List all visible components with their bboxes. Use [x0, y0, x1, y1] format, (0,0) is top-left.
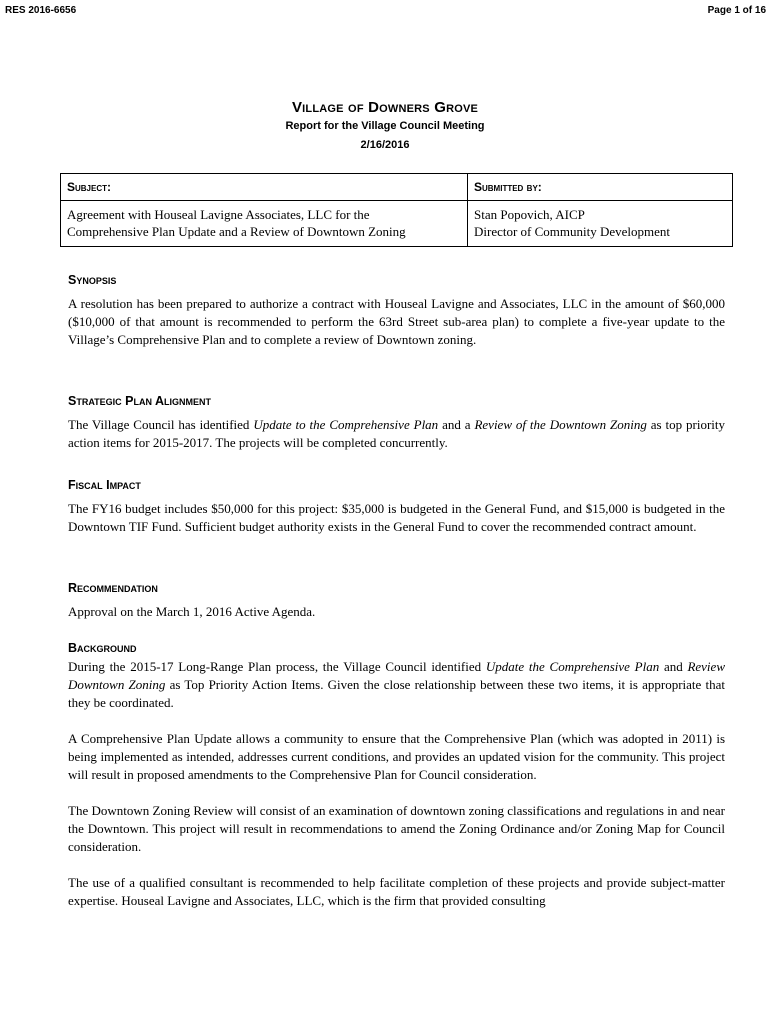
- subject-table-body-row: [61, 201, 733, 247]
- strategic-plan-heading: Strategic Plan Alignment: [68, 394, 212, 408]
- meeting-date: 2/16/2016: [360, 139, 410, 151]
- background-paragraph: A Comprehensive Plan Update allows a community to ensure that the Comprehensive Plan (which was adopted in 2011) is being implemented as intended, addresses current conditions, and provides an updated vision for the community. This project will result in proposed amendments to the Comprehensive Plan for Council consideration.: [68, 731, 725, 782]
- text-run: and: [659, 659, 688, 674]
- synopsis-heading: Synopsis: [68, 273, 117, 287]
- italic-run: Update the Comprehensive Plan: [485, 659, 660, 674]
- italic-run: Update to the Comprehensive Plan: [253, 417, 439, 432]
- recommendation-text: Approval on the March 1, 2016 Active Agenda.: [68, 604, 316, 619]
- recommendation-heading: Recommendation: [68, 581, 158, 595]
- subject-table: [60, 173, 733, 247]
- synopsis-text: A resolution has been prepared to authorize a contract with Houseal Lavigne and Associates, LLC in the amount of $60,000 ($10,000 of that amount is recommended to perform the 63rd Street sub-area plan) to complete a five-year update to the Village’s Comprehensive Plan and to complete a review of Downtown zoning.: [68, 296, 725, 347]
- subject-table-header-row: [61, 174, 733, 201]
- document-id: RES 2016-6656: [5, 5, 77, 16]
- subject-line: Comprehensive Plan Update and a Review of Downtown Zoning: [67, 224, 406, 239]
- village-title: Village of Downers Grove: [291, 99, 479, 116]
- text-run: as Top Priority Action Items. Given the close relationship between these two items, it is appropriate that they be coordinated.: [68, 677, 725, 710]
- report-subtitle: Report for the Village Council Meeting: [285, 120, 485, 132]
- italic-run: Review of the Downtown Zoning: [474, 417, 647, 432]
- fiscal-impact-text: The FY16 budget includes $50,000 for this project: $35,000 is budgeted in the General Fund, and $15,000 is budgeted in the Downtown TIF Fund. Sufficient budget authority exists in the General Fund to cover the recommended contract amount.: [68, 501, 725, 534]
- background-section: [68, 641, 725, 910]
- subject-header: Subject:: [61, 174, 468, 201]
- strategic-plan-section: [68, 394, 725, 452]
- submitter-title: Director of Community Development: [474, 224, 671, 239]
- recommendation-section: [68, 581, 725, 621]
- submitter-cell: [468, 201, 733, 247]
- background-paragraph: [68, 658, 725, 712]
- text-run: and a: [438, 417, 475, 432]
- strategic-plan-text: [68, 416, 725, 452]
- fiscal-impact-section: [68, 478, 725, 536]
- background-paragraph: The use of a qualified consultant is recommended to help facilitate completion of these projects and provide subject-matter expertise. Houseal Lavigne and Associates, LLC, which is the firm that provided consulting: [68, 875, 725, 908]
- text-run: During the 2015-17 Long-Range Plan process, the Village Council identified: [68, 659, 486, 674]
- subject-cell: [61, 201, 468, 247]
- title-block: [0, 99, 770, 151]
- fiscal-impact-heading: Fiscal Impact: [68, 478, 141, 492]
- synopsis-section: [68, 273, 725, 349]
- submitter-name: Stan Popovich, AICP: [474, 207, 585, 222]
- text-run: as top priority action items for 2015-2017. The projects will be completed concurrently.: [68, 417, 725, 450]
- subject-line: Agreement with Houseal Lavigne Associates, LLC for the: [67, 207, 370, 222]
- background-heading: Background: [68, 641, 137, 655]
- italic-run: Review Downtown Zoning: [68, 659, 725, 692]
- background-paragraph: The Downtown Zoning Review will consist of an examination of downtown zoning classifications and regulations in and near the Downtown. This project will result in recommendations to amend the Zoning Ordinance and/or Zoning Map for Council consideration.: [68, 803, 725, 854]
- submitted-by-header: Submitted by:: [468, 174, 733, 201]
- text-run: The Village Council has identified: [68, 417, 254, 432]
- page-number: Page 1 of 16: [707, 5, 766, 16]
